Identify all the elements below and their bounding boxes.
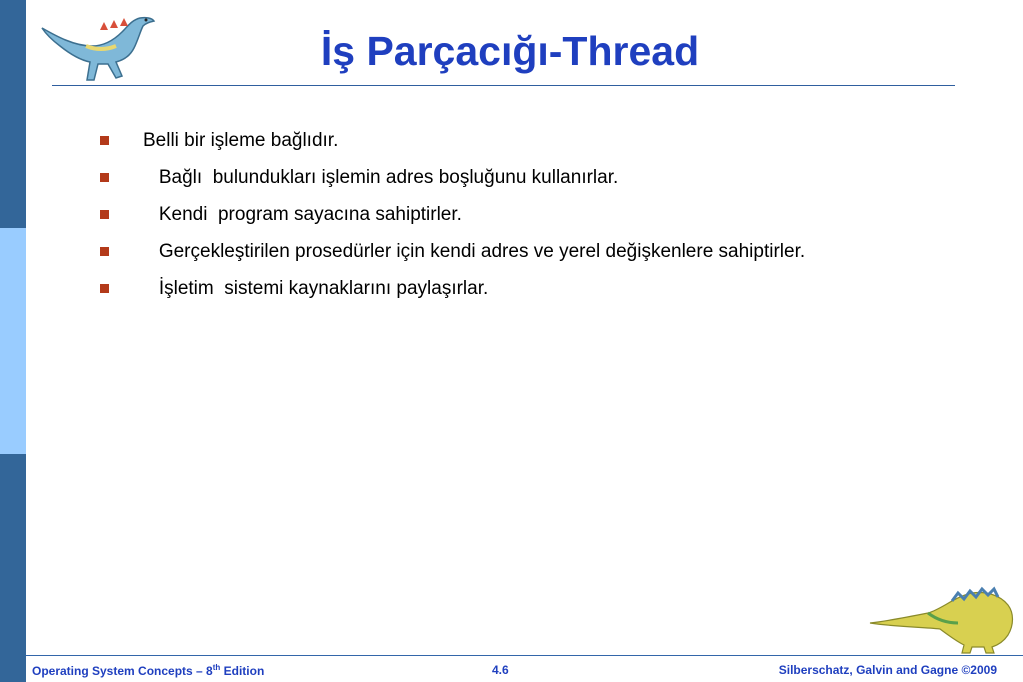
bullet-text: İşletim sistemi kaynaklarını paylaşırlar. [143, 278, 489, 299]
footer-divider [26, 655, 1023, 656]
square-bullet-icon [100, 210, 109, 219]
square-bullet-icon [100, 136, 109, 145]
list-item [100, 128, 339, 165]
bullet-text: Gerçekleştirilen prosedürler için kendi adres ve yerel değişkenlere sahiptirler. [143, 241, 806, 262]
square-bullet-icon [100, 247, 109, 256]
dinosaur-icon [36, 6, 158, 86]
footer-book-title-suffix: Edition [220, 664, 265, 678]
square-bullet-icon [100, 284, 109, 293]
sidebar-stripe [0, 0, 26, 682]
footer-book-title-prefix: Operating System Concepts – 8 [32, 664, 213, 678]
footer-book-title [32, 663, 264, 678]
sidebar-segment-middle [0, 228, 26, 454]
sidebar-segment-bottom [0, 454, 26, 682]
title-divider [52, 85, 955, 86]
list-item [100, 202, 462, 239]
bullet-list [100, 128, 806, 313]
bullet-text: Belli bir işleme bağlıdır. [143, 130, 339, 151]
footer-page-number: 4.6 [492, 663, 509, 677]
footer-authors: Silberschatz, Galvin and Gagne ©2009 [778, 663, 997, 677]
page-title: İş Parçacığı-Thread [320, 28, 700, 74]
bullet-text: Bağlı bulundukları işlemin adres boşluğunu kullanırlar. [143, 167, 619, 188]
sidebar-segment-top [0, 0, 26, 228]
dinosaur-icon [868, 583, 1018, 655]
bullet-text: Kendi program sayacına sahiptirler. [143, 204, 462, 225]
footer-edition-sup: th [212, 663, 221, 672]
square-bullet-icon [100, 173, 109, 182]
list-item [100, 239, 806, 276]
list-item [100, 165, 619, 202]
list-item [100, 276, 489, 313]
